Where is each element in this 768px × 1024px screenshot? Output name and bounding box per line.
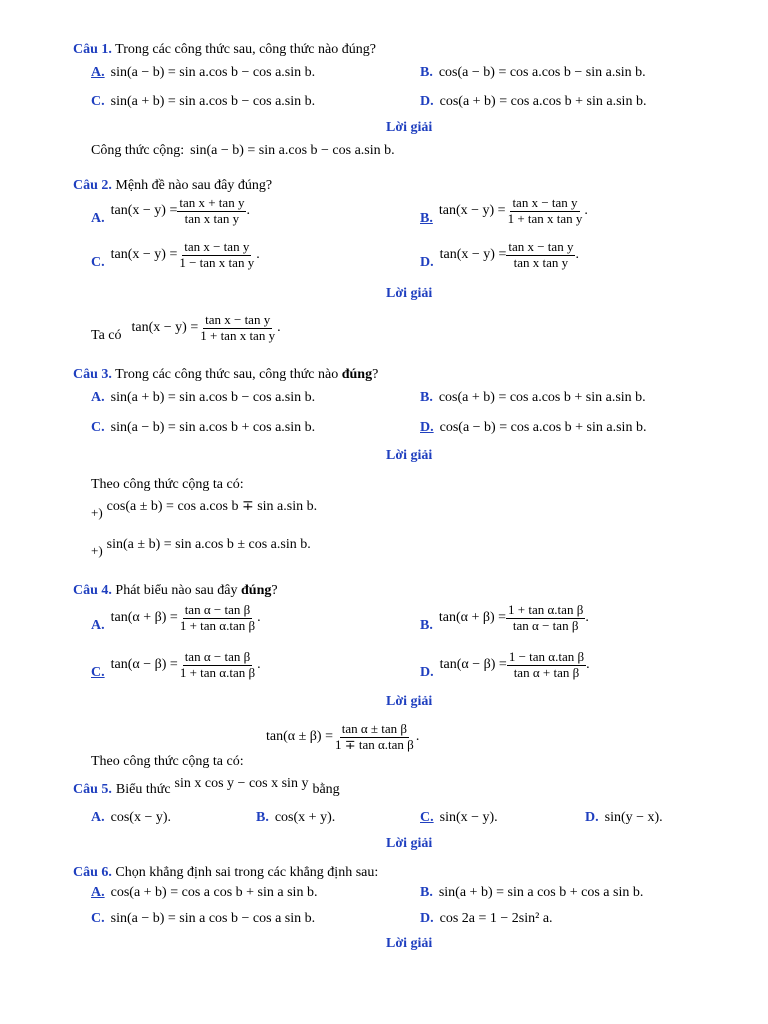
fraction-numerator: tan x + tan y <box>179 195 245 210</box>
q6-option-b[interactable] <box>420 885 643 901</box>
option-label: C. <box>91 254 105 270</box>
option-label: D. <box>420 911 434 926</box>
fraction-numerator: 1 + tan α.tan β <box>508 602 584 617</box>
fraction-numerator: tan x − tan y <box>512 195 578 210</box>
q6-option-a[interactable] <box>91 885 317 901</box>
option-label: C. <box>91 94 105 109</box>
option-label: B. <box>420 617 433 633</box>
question-text-end: ? <box>271 583 278 598</box>
fraction-denominator: 1 + tan x tan y <box>507 210 583 226</box>
question-label: Câu 6. <box>73 865 112 880</box>
question-text-end: ? <box>372 367 379 382</box>
option-formula: cos 2a = 1 − 2sin² a. <box>439 911 553 926</box>
question-text: Biểu thức <box>115 782 171 797</box>
option-formula: sin(a + b) = sin a.cos b − cos a.sin b. <box>110 390 316 405</box>
option-formula: sin(a − b) = sin a cos b − cos a sin b. <box>110 911 316 926</box>
option-formula: cos(a + b) = cos a cos b + sin a sin b. <box>110 885 318 900</box>
q3-solution-title: Lời giải <box>386 448 433 463</box>
formula-end: . <box>257 657 261 673</box>
option-formula: cos(a + b) = cos a.cos b + sin a.sin b. <box>438 390 646 405</box>
option-label: A. <box>91 390 105 405</box>
option-label: B. <box>420 885 433 900</box>
formula-end: . <box>575 247 579 263</box>
q1-option-c[interactable] <box>91 94 315 110</box>
solution-text: Công thức cộng: <box>91 143 185 158</box>
q4-option-c[interactable] <box>91 650 261 681</box>
bullet-mark: +) <box>91 505 103 520</box>
q1-option-d[interactable] <box>420 94 646 110</box>
q2-option-a[interactable] <box>91 196 250 227</box>
option-label: B. <box>420 210 433 226</box>
q2-option-c[interactable] <box>91 240 260 271</box>
solution-text: Ta có <box>91 327 122 343</box>
fraction-numerator: tan α − tan β <box>184 649 251 664</box>
bullet-formula: sin(a ± b) = sin a.cos b ± cos a.sin b. <box>106 537 311 552</box>
fraction-numerator: tan α − tan β <box>184 602 251 617</box>
fraction-denominator: tan x tan y <box>184 210 240 226</box>
formula-end: . <box>415 729 420 745</box>
solution-formula: sin(a − b) = sin a.cos b − cos a.sin b. <box>190 143 395 158</box>
q4-solution-text: Theo công thức cộng ta có: <box>91 754 244 769</box>
q1-solution <box>91 143 395 159</box>
option-label: C. <box>91 911 105 926</box>
q4-option-b[interactable] <box>420 603 589 634</box>
fraction-numerator: tan x − tan y <box>205 312 271 327</box>
q4-solution-title: Lời giải <box>386 694 433 709</box>
fraction-numerator: 1 − tan α.tan β <box>508 649 585 664</box>
question-label: Câu 2. <box>73 178 112 193</box>
option-formula: sin(a − b) = sin a.cos b − cos a.sin b. <box>110 65 316 80</box>
option-label: D. <box>420 94 434 109</box>
question-2 <box>73 178 272 194</box>
fraction-denominator: tan α + tan β <box>513 664 580 680</box>
q3-option-b[interactable] <box>420 390 646 406</box>
option-formula: cos(a − b) = cos a.cos b + sin a.sin b. <box>439 420 647 435</box>
formula-end: . <box>585 610 589 626</box>
option-formula: sin(a + b) = sin a cos b + cos a sin b. <box>438 885 644 900</box>
formula-end: . <box>256 247 260 263</box>
q6-option-d[interactable] <box>420 911 553 927</box>
question-text-end: bằng <box>312 782 340 797</box>
q2-solution <box>91 313 281 344</box>
q5-option-d[interactable] <box>585 810 663 826</box>
bullet-mark: +) <box>91 543 103 558</box>
question-text: Trong các công thức sau, công thức nào đúng? <box>115 42 376 57</box>
option-formula: cos(x + y). <box>274 810 336 825</box>
option-label: A. <box>91 885 105 900</box>
question-label: Câu 3. <box>73 367 112 382</box>
option-formula: sin(a + b) = sin a.cos b − cos a.sin b. <box>110 94 316 109</box>
formula-lhs: tan(α − β) = <box>110 657 178 673</box>
fraction-denominator: 1 ∓ tan α.tan β <box>334 736 414 752</box>
question-5 <box>73 776 340 798</box>
fraction-numerator: tan α ± tan β <box>341 721 408 736</box>
question-4 <box>73 583 278 599</box>
q4-option-a[interactable] <box>91 603 261 634</box>
q1-solution-title: Lời giải <box>386 120 433 135</box>
question-label: Câu 1. <box>73 42 112 57</box>
option-label: D. <box>585 810 599 825</box>
option-formula: sin(y − x). <box>604 810 663 825</box>
option-label: A. <box>91 810 105 825</box>
formula-lhs: tan(x − y) = <box>131 320 199 336</box>
option-formula: cos(a − b) = cos a.cos b − sin a.sin b. <box>438 65 646 80</box>
q2-option-d[interactable] <box>420 240 579 271</box>
option-formula: cos(x − y). <box>110 810 172 825</box>
option-label: B. <box>420 65 433 80</box>
fraction-denominator: 1 + tan α.tan β <box>179 664 256 680</box>
option-label: C. <box>91 664 105 680</box>
formula-lhs: tan(x − y) = <box>110 203 178 219</box>
fraction-denominator: tan α − tan β <box>512 617 579 633</box>
option-label: A. <box>91 617 105 633</box>
formula-end: . <box>584 203 588 219</box>
formula-lhs: tan(α + β) = <box>110 610 178 626</box>
formula-lhs: tan(α ± β) = <box>266 729 333 745</box>
q6-solution-title: Lời giải <box>386 936 433 951</box>
option-label: B. <box>256 810 269 825</box>
q2-option-b[interactable] <box>420 196 588 227</box>
question-3 <box>73 367 378 383</box>
question-expression: sin x cos y − cos x sin y <box>174 776 309 791</box>
q3-solution-text: Theo công thức cộng ta có: <box>91 477 244 492</box>
formula-lhs: tan(α − β) = <box>439 657 507 673</box>
q5-option-a[interactable] <box>91 810 171 826</box>
question-emphasis: đúng <box>241 583 272 598</box>
formula-lhs: tan(x − y) = <box>439 247 507 263</box>
q5-solution-title: Lời giải <box>386 836 433 851</box>
q3-bullet-2 <box>91 537 311 559</box>
question-text: Chọn khẳng định sai trong các khẳng định sau: <box>115 865 379 880</box>
option-formula: sin(x − y). <box>439 810 498 825</box>
q5-option-b[interactable] <box>256 810 335 826</box>
question-6 <box>73 865 378 881</box>
q3-option-a[interactable] <box>91 390 315 406</box>
fraction-denominator: 1 + tan α.tan β <box>179 617 256 633</box>
formula-lhs: tan(α + β) = <box>438 610 507 626</box>
formula-end: . <box>277 320 281 336</box>
fraction-denominator: tan x tan y <box>513 254 569 270</box>
option-label: A. <box>91 65 105 80</box>
option-label: A. <box>91 210 105 226</box>
question-text: Trong các công thức sau, công thức nào <box>115 367 339 382</box>
bullet-formula: cos(a ± b) = cos a.cos b ∓ sin a.sin b. <box>106 499 318 514</box>
q1-option-b[interactable] <box>420 65 646 81</box>
formula-end: . <box>586 657 590 673</box>
formula-end: . <box>257 610 261 626</box>
option-label: D. <box>420 254 434 270</box>
q2-solution-title: Lời giải <box>386 286 433 301</box>
question-emphasis: đúng <box>341 367 373 382</box>
option-label: B. <box>420 390 433 405</box>
fraction-numerator: tan x − tan y <box>184 239 250 254</box>
option-formula: cos(a + b) = cos a.cos b + sin a.sin b. <box>439 94 647 109</box>
question-text: Mệnh đề nào sau đây đúng? <box>115 178 273 193</box>
question-1 <box>73 42 376 58</box>
formula-lhs: tan(x − y) = <box>438 203 506 219</box>
option-label: C. <box>91 420 105 435</box>
q1-option-a[interactable] <box>91 65 315 81</box>
fraction-numerator: tan x − tan y <box>508 239 574 254</box>
q3-option-d[interactable] <box>420 420 646 436</box>
q3-option-c[interactable] <box>91 420 315 436</box>
option-formula: sin(a − b) = sin a.cos b + cos a.sin b. <box>110 420 316 435</box>
option-label: D. <box>420 420 434 435</box>
option-label: C. <box>420 810 434 825</box>
question-label: Câu 5. <box>73 782 112 797</box>
q4-option-d[interactable] <box>420 650 590 681</box>
q6-option-c[interactable] <box>91 911 315 927</box>
q5-option-c[interactable] <box>420 810 498 826</box>
formula-end: . <box>246 203 250 219</box>
fraction-denominator: 1 + tan x tan y <box>200 327 276 343</box>
q4-solution-formula <box>266 722 419 753</box>
fraction-denominator: 1 − tan x tan y <box>179 254 255 270</box>
question-text: Phát biểu nào sau đây <box>115 583 238 598</box>
q3-bullet-1 <box>91 499 318 521</box>
formula-lhs: tan(x − y) = <box>110 247 178 263</box>
question-label: Câu 4. <box>73 583 112 598</box>
option-label: D. <box>420 664 434 680</box>
